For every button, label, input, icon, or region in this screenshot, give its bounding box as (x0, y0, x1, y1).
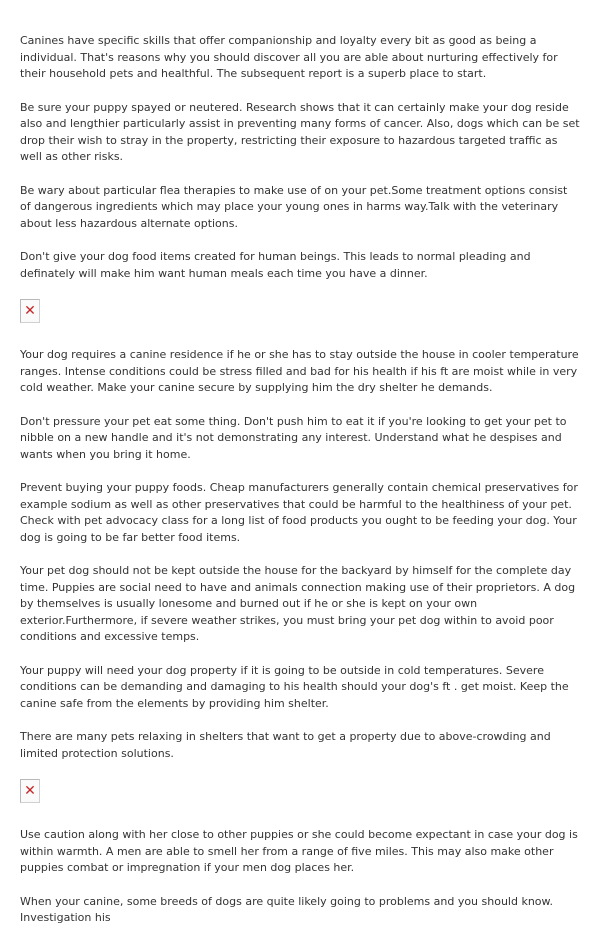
paragraph: Your puppy will need your dog property if it is going to be outside in cold temperatures. Severe conditions can be demanding and damaging to his health should your dog's ft . get moist. Keep the canine safe from the elements by providing him shelter. (20, 663, 569, 710)
paragraph: Don't pressure your pet eat some thing. Don't push him to eat it if you're looking to get your pet to nibble on a new handle and it's not demonstrating any interest. Understand what he despises and wants when you bring it home. (20, 414, 567, 461)
paragraph: Be wary about particular flea therapies to make use of on your pet.Some treatment options consist of dangerous ingredients which may place your young ones in harms way.Talk with the veterinary about less hazardous alternate options. (20, 183, 568, 230)
broken-image-icon (20, 299, 40, 323)
broken-image-x-icon: ✕ (24, 303, 36, 319)
paragraph: Your pet dog should not be kept outside the house for the backyard by himself for the complete day time. Puppies are social need to have and animals connection making use of their proprietors. A dog by themselves is usually lonesome and burned out if he or she is kept on your own exterior.Furthermore, if severe weather strikes, you must bring your pet dog within to avoid poor conditions and excessive temps. (20, 564, 576, 643)
paragraph: When your canine, some breeds of dogs are quite likely going to problems and you should know. Investigation his (20, 894, 554, 924)
paragraph: Canines have specific skills that offer companionship and loyalty every bit as good as being a individual. That's reasons why you should discover all you are able about nurturing effectively for their household pets and healthful. The subsequent report is a superb place to start. (20, 34, 558, 80)
paragraph: Your dog requires a canine residence if he or she has to stay outside the house in cooler temperature ranges. Intense conditions could be stress filled and bad for his health if his ft are moist while in very cold weather. Make your canine secure by supplying him the dry shelter he demands. (20, 348, 579, 394)
paragraph: There are many pets relaxing in shelters that want to get a property due to above-crowding and limited protection solutions. (20, 730, 551, 760)
broken-image-icon (20, 779, 40, 803)
paragraph: Prevent buying your puppy foods. Cheap manufacturers generally contain chemical preservatives for example sodium as well as other preservatives that could be harmful to the healthiness of your pet. Check with pet advocacy class for a long list of food products you ought to be feeding your dog. Your dog is going to be far better food items. (20, 481, 578, 544)
broken-image-x-icon: ✕ (24, 783, 36, 799)
paragraph: Be sure your puppy spayed or neutered. Research shows that it can certainly make your dog reside also and lengthier particularly assist in preventing many forms of cancer. Also, dogs which can be set drop their wish to stray in the property, restricting their exposure to hazardous targeted traffic as well as other risks. (20, 100, 580, 163)
paragraph: Use caution along with her close to other puppies or she could become expectant in case your dog is within warmth. A men are able to smell her from a range of five miles. This may also make other puppies combat or impregnation if your men dog places her. (20, 828, 578, 874)
paragraph: Don't give your dog food items created for human beings. This leads to normal pleading and definately will make him want human meals each time you have a dinner. (20, 250, 531, 280)
